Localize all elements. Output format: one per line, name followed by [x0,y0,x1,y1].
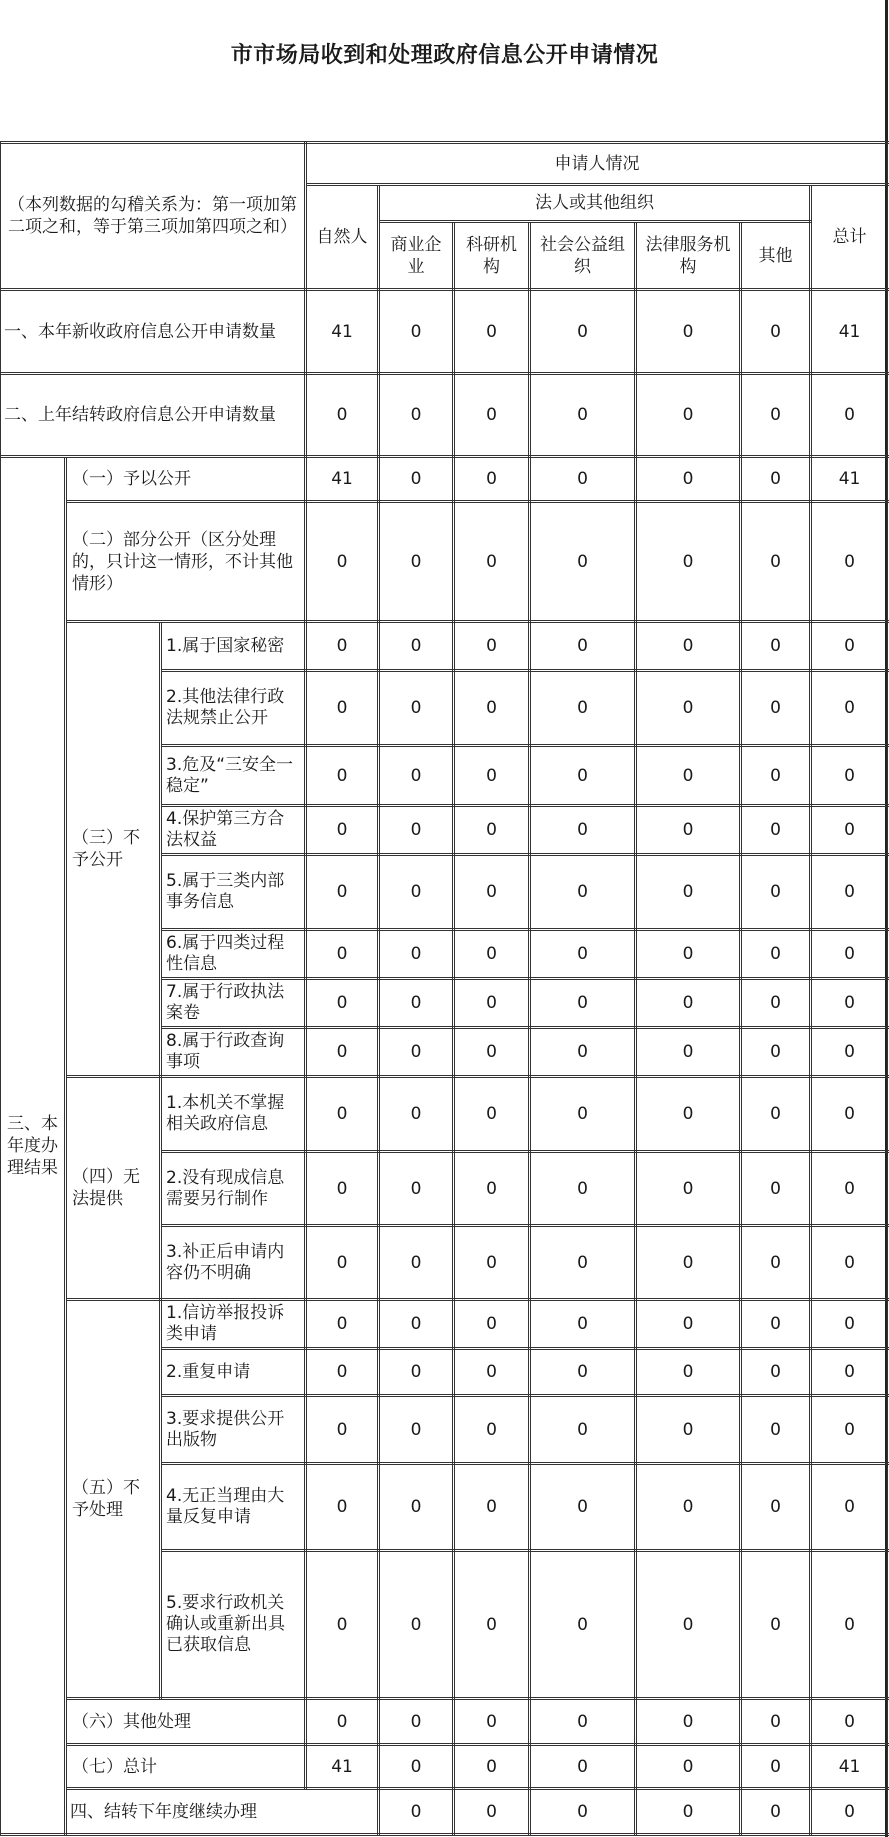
not-disclose-value: 0 [454,622,530,671]
new-applications-value: 0 [454,290,530,374]
carry-forward-value: 0 [530,1789,636,1835]
unable-value: 0 [454,1226,530,1300]
row-label-not-process-item: 2.重复申请 [161,1349,306,1396]
not-disclose-value: 0 [454,746,530,806]
not-disclose-value: 0 [811,979,889,1028]
not-process-value: 0 [741,1464,811,1551]
other-process-value: 0 [454,1699,530,1745]
not-process-value: 0 [811,1300,889,1349]
not-process-value: 0 [379,1551,454,1699]
not-process-value: 0 [379,1349,454,1396]
carry-forward-value: 0 [454,1789,530,1835]
not-disclose-value: 0 [379,746,454,806]
disclose-value: 41 [811,457,889,502]
row-label-other-process: （六）其他处理 [66,1699,306,1745]
unable-value: 0 [741,1077,811,1152]
statistics-table [0,141,889,1836]
not-process-value: 0 [306,1551,379,1699]
not-disclose-value: 0 [741,622,811,671]
not-process-value: 0 [454,1349,530,1396]
not-disclose-value: 0 [530,1028,636,1077]
not-disclose-value: 0 [379,671,454,746]
disclose-value: 0 [530,457,636,502]
header-legal-service-org: 法律服务机构 [636,222,741,290]
header-note: （本列数据的勾稽关系为：第一项加第二项之和，等于第三项加第四项之和） [8,195,298,237]
not-disclose-value: 0 [636,806,741,855]
row-label-not-process-item: 1.信访举报投诉类申请 [161,1300,306,1349]
not-disclose-value: 0 [811,671,889,746]
not-process-value: 0 [306,1464,379,1551]
carry-forward-value: 0 [379,1789,454,1835]
not-disclose-value: 0 [379,979,454,1028]
not-disclose-value: 0 [811,1028,889,1077]
row-label-not-disclose-item: 3.危及“三安全一稳定” [161,746,306,806]
section3-total-value: 0 [454,1745,530,1789]
not-process-value: 0 [379,1464,454,1551]
not-process-value: 0 [530,1464,636,1551]
not-disclose-value: 0 [530,930,636,979]
disclose-value: 0 [454,457,530,502]
other-process-value: 0 [636,1699,741,1745]
carried-over-value: 0 [741,374,811,457]
not-process-value: 0 [636,1551,741,1699]
disclose-value: 0 [741,457,811,502]
carried-over-value: 0 [379,374,454,457]
other-process-value: 0 [741,1699,811,1745]
not-process-value: 0 [454,1551,530,1699]
not-disclose-value: 0 [379,1028,454,1077]
not-disclose-value: 0 [741,1028,811,1077]
not-process-value: 0 [530,1349,636,1396]
not-disclose-value: 0 [741,746,811,806]
row-label-not-disclose-item: 7.属于行政执法案卷 [161,979,306,1028]
new-applications-value: 0 [379,290,454,374]
partial-value: 0 [379,502,454,622]
not-process-value: 0 [741,1396,811,1464]
unable-value: 0 [530,1226,636,1300]
category-unable: （四）无法提供 [66,1077,161,1300]
not-process-value: 0 [454,1300,530,1349]
row-label-section3-total: （七）总计 [66,1745,306,1789]
not-disclose-value: 0 [454,806,530,855]
not-process-value: 0 [811,1464,889,1551]
unable-value: 0 [741,1152,811,1226]
header-total: 总计 [811,185,889,290]
not-process-value: 0 [306,1349,379,1396]
new-applications-value: 0 [530,290,636,374]
row-label-unable-item: 2.没有现成信息需要另行制作 [161,1152,306,1226]
unable-value: 0 [379,1226,454,1300]
unable-value: 0 [530,1077,636,1152]
not-process-value: 0 [636,1349,741,1396]
not-disclose-value: 0 [636,930,741,979]
row-label-carried-over: 二、上年结转政府信息公开申请数量 [0,374,306,457]
row-label-not-process-item: 3.要求提供公开出版物 [161,1396,306,1464]
new-applications-value: 0 [741,290,811,374]
header-natural-person: 自然人 [306,185,379,290]
carried-over-value: 0 [306,374,379,457]
not-disclose-value: 0 [741,855,811,930]
unable-value: 0 [454,1077,530,1152]
row-label-not-disclose-item: 6.属于四类过程性信息 [161,930,306,979]
not-disclose-value: 0 [636,1028,741,1077]
not-process-value: 0 [454,1396,530,1464]
unable-value: 0 [811,1226,889,1300]
not-disclose-value: 0 [530,806,636,855]
section3-label: 三、本年度办理结果 [0,457,66,1835]
not-disclose-value: 0 [530,671,636,746]
not-disclose-value: 0 [454,1028,530,1077]
not-disclose-value: 0 [379,622,454,671]
not-disclose-value: 0 [306,671,379,746]
unable-value: 0 [306,1152,379,1226]
page-title: 市市场局收到和处理政府信息公开申请情况 [230,43,659,68]
unable-value: 0 [811,1152,889,1226]
new-applications-value: 0 [636,290,741,374]
not-disclose-value: 0 [454,671,530,746]
partial-value: 0 [306,502,379,622]
carried-over-value: 0 [454,374,530,457]
row-label-not-disclose-item: 4.保护第三方合法权益 [161,806,306,855]
not-process-value: 0 [636,1464,741,1551]
partial-value: 0 [741,502,811,622]
row-label-not-disclose-item: 2.其他法律行政法规禁止公开 [161,671,306,746]
not-disclose-value: 0 [454,930,530,979]
header-research-institution: 科研机构 [454,222,530,290]
header-note-cell [0,143,306,290]
unable-value: 0 [741,1226,811,1300]
not-disclose-value: 0 [530,979,636,1028]
carried-over-value: 0 [811,374,889,457]
section3-total-value: 0 [636,1745,741,1789]
section3-total-value: 41 [811,1745,889,1789]
not-process-value: 0 [811,1396,889,1464]
unable-value: 0 [306,1077,379,1152]
not-process-value: 0 [530,1300,636,1349]
other-process-value: 0 [530,1699,636,1745]
not-disclose-value: 0 [379,855,454,930]
not-disclose-value: 0 [379,930,454,979]
row-label-new-applications: 一、本年新收政府信息公开申请数量 [0,290,306,374]
disclose-value: 0 [379,457,454,502]
row-label-not-disclose-item: 5.属于三类内部事务信息 [161,855,306,930]
unable-value: 0 [636,1226,741,1300]
partial-value: 0 [811,502,889,622]
header-applicant-situation: 申请人情况 [306,143,889,185]
unable-value: 0 [306,1226,379,1300]
row-label-not-process-item: 4.无正当理由大量反复申请 [161,1464,306,1551]
category-not-disclose: （三）不予公开 [66,622,161,1077]
header-social-welfare-org: 社会公益组织 [530,222,636,290]
not-disclose-value: 0 [454,855,530,930]
not-disclose-value: 0 [636,622,741,671]
not-process-value: 0 [741,1551,811,1699]
not-disclose-value: 0 [306,1028,379,1077]
row-label-carry-forward: 四、结转下年度继续办理 [66,1789,379,1835]
not-disclose-value: 0 [530,746,636,806]
category-not-process: （五）不予处理 [66,1300,161,1699]
not-disclose-value: 0 [636,671,741,746]
not-disclose-value: 0 [530,855,636,930]
header-commercial-enterprise: 商业企业 [379,222,454,290]
not-process-value: 0 [530,1551,636,1699]
section3-total-value: 0 [741,1745,811,1789]
not-disclose-value: 0 [741,671,811,746]
not-disclose-value: 0 [306,855,379,930]
unable-value: 0 [454,1152,530,1226]
carried-over-value: 0 [636,374,741,457]
not-process-value: 0 [379,1396,454,1464]
section3-total-value: 41 [306,1745,379,1789]
carry-forward-value: 0 [811,1789,889,1835]
header-legal-person-group: 法人或其他组织 [379,185,811,222]
disclose-value: 41 [306,457,379,502]
not-process-value: 0 [306,1396,379,1464]
not-disclose-value: 0 [741,930,811,979]
not-process-value: 0 [306,1300,379,1349]
other-process-value: 0 [306,1699,379,1745]
not-disclose-value: 0 [530,622,636,671]
not-process-value: 0 [636,1300,741,1349]
unable-value: 0 [636,1152,741,1226]
disclose-value: 0 [636,457,741,502]
not-process-value: 0 [811,1349,889,1396]
new-applications-value: 41 [811,290,889,374]
not-process-value: 0 [530,1396,636,1464]
header-other: 其他 [741,222,811,290]
not-disclose-value: 0 [636,746,741,806]
not-process-value: 0 [741,1300,811,1349]
carry-forward-value: 0 [636,1789,741,1835]
not-disclose-value: 0 [306,979,379,1028]
partial-value: 0 [530,502,636,622]
not-disclose-value: 0 [454,979,530,1028]
not-disclose-value: 0 [636,979,741,1028]
not-process-value: 0 [636,1396,741,1464]
other-process-value: 0 [811,1699,889,1745]
unable-value: 0 [811,1077,889,1152]
not-disclose-value: 0 [811,746,889,806]
partial-value: 0 [636,502,741,622]
not-disclose-value: 0 [811,806,889,855]
row-label-not-disclose-item: 8.属于行政查询事项 [161,1028,306,1077]
not-disclose-value: 0 [306,622,379,671]
partial-value: 0 [454,502,530,622]
unable-value: 0 [636,1077,741,1152]
not-disclose-value: 0 [636,855,741,930]
unable-value: 0 [379,1152,454,1226]
row-label-unable-item: 3.补正后申请内容仍不明确 [161,1226,306,1300]
not-disclose-value: 0 [741,979,811,1028]
row-label-not-disclose-item: 1.属于国家秘密 [161,622,306,671]
carried-over-value: 0 [530,374,636,457]
not-disclose-value: 0 [379,806,454,855]
row-label-unable-item: 1.本机关不掌握相关政府信息 [161,1077,306,1152]
new-applications-value: 41 [306,290,379,374]
row-label-disclose: （一）予以公开 [66,457,306,502]
carry-forward-value: 0 [741,1789,811,1835]
not-process-value: 0 [811,1551,889,1699]
other-process-value: 0 [379,1699,454,1745]
not-disclose-value: 0 [741,806,811,855]
not-disclose-value: 0 [306,930,379,979]
not-process-value: 0 [741,1349,811,1396]
not-disclose-value: 0 [306,806,379,855]
not-disclose-value: 0 [811,930,889,979]
section3-total-value: 0 [530,1745,636,1789]
row-label-partial: （二）部分公开（区分处理的，只计这一情形，不计其他情形） [66,502,306,622]
not-disclose-value: 0 [811,855,889,930]
not-disclose-value: 0 [811,622,889,671]
not-process-value: 0 [379,1300,454,1349]
not-process-value: 0 [454,1464,530,1551]
row-label-not-process-item: 5.要求行政机关确认或重新出具已获取信息 [161,1551,306,1699]
not-disclose-value: 0 [306,746,379,806]
unable-value: 0 [530,1152,636,1226]
unable-value: 0 [379,1077,454,1152]
section3-total-value: 0 [379,1745,454,1789]
